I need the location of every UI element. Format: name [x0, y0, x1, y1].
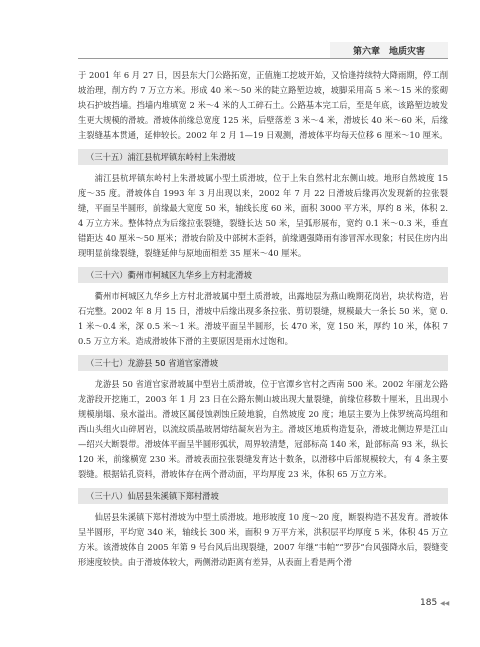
- header-rule: [78, 58, 448, 59]
- section-heading-35: （三十五）浦江县杭坪镇东岭村上朱滑坡: [78, 149, 448, 165]
- section-heading-36: （三十六）衢州市柯城区九华乡上方村北滑坡: [78, 267, 448, 283]
- page-arrows-icon: ◀◀: [440, 600, 450, 607]
- section-body-38: 仙居县朱溪镇下郑村滑坡为中型土质滑坡。地形坡度 10 度～20 度，断裂构造不甚发育。滑坡体呈半圆形，平均宽 340 米，轴线长 300 米，面积 9 万平方米，洪积层平均厚度 5 米，体积 45 万立方米。该滑坡体自 2005 年第 9 号台风后出现裂缝，2007 年继“韦帕”“罗莎”台风强降水后，裂缝变形速度较快。由于滑坡体较大，两侧滑动距离有差异，从表面上看是两个滑: [78, 512, 448, 567]
- chapter-header: [330, 42, 448, 58]
- section-body-36: 衢州市柯城区九华乡上方村北滑坡属中型土质滑坡，出露地层为燕山晚期花岗岩，块状构造，岩石完整。2002 年 8 月 15 日，滑坡中后缘出现多条拉张、剪切裂缝，规模最大一条长 50 米，宽 0.1 米～0.4 米，深 0.5 米～1 米。滑坡平面呈半圆形，长 470 米，宽 150 米，厚约 10 米，体积 70.5 万立方米。造成滑坡体下滑的主要原因是雨水过饱和。: [78, 291, 448, 346]
- section-heading-37: （三十七）龙游县 50 省道官家滑坡: [78, 355, 448, 371]
- paragraph-continued: 于 2001 年 6 月 27 日，因县东大门公路拓宽，正值施工挖坡开始，又恰逢持续特大降雨期，停工削坡治理，削方约 7 万立方米。形成 40 米～50 米的陡立路堑边坡，坡脚采用高 5 米～15 米的浆砌块石护坡挡墙。挡墙内堆填宽 2 米～4 米的人工碎石土。公路基本完工后，至是年底，该路堑边坡发生更大规模的滑坡。滑坡体前缘总宽度 125 米，后壁落差 3 米～4 米，滑坡长 40 米～60 米，后缘主裂缝基本贯通，延伸较长。2002 年 2 月 1—19 日观测，滑坡体平均每天位移 6 厘米～10 厘米。: [78, 70, 448, 140]
- page-number-text: 185: [420, 598, 438, 608]
- chapter-title: 第六章 地质灾害: [352, 46, 425, 57]
- section-heading-38: （三十八）仙居县朱溪镇下郑村滑坡: [78, 488, 448, 504]
- page-body: [78, 68, 448, 576]
- section-body-35: 浦江县杭坪镇东岭村上朱滑坡属小型土质滑坡，位于上朱自然村北东侧山坡。地形自然坡度 15 度～35 度。滑坡体自 1993 年 3 月出现以来，2002 年 7 月 22 日滑坡后缘再次发现新的拉张裂缝，平面呈半圆形，前缘最大宽度 50 米，轴线长度 60 米，面积 3000 平方米，厚约 8 米，体积 2.4 万立方米。整体特点为后缘拉张裂缝，裂缝长达 50 米，呈弧形展布，宽约 0.1 米～0.3 米，垂直错距达 40 厘米～50 厘米；滑坡台阶及中部树木歪斜，前缘遇强降雨有渗冒浑水现象；村民住房内出现明显前缘裂缝，裂缝延伸与原地面相差 35 厘米～40 厘米。: [78, 173, 448, 258]
- section-body-37: 龙游县 50 省道官家滑坡属中型岩土质滑坡，位于官潭乡官村之西南 500 米。2002 年丽龙公路龙游段开挖施工，2003 年 1 月 23 日在公路东侧山坡出现大量裂缝，前缘位移数十厘米，且出现小规模崩塌、泉水溢出。滑坡区属侵蚀剥蚀丘陵地貌，自然坡度 20 度；地层主要为上侏罗统高坞组和西山头组火山碎屑岩，以流纹质晶玻屑熔结凝灰岩为主。滑坡区地质构造复杂，滑坡北侧边界是江山—绍兴大断裂带。滑坡体平面呈半圆形弧状，周界较清楚，冠部标高 140 米，趾部标高 93 米，纵长 120 米，前缘横宽 230 米。滑坡表面拉张裂缝发育达十数条，以滑移中后部规模较大，有 4 条主要裂缝。根据钻孔资料，滑坡体存在两个滑动面，平均厚度 23 米，体积 65 万立方米。: [78, 379, 448, 479]
- page-number: [420, 598, 449, 608]
